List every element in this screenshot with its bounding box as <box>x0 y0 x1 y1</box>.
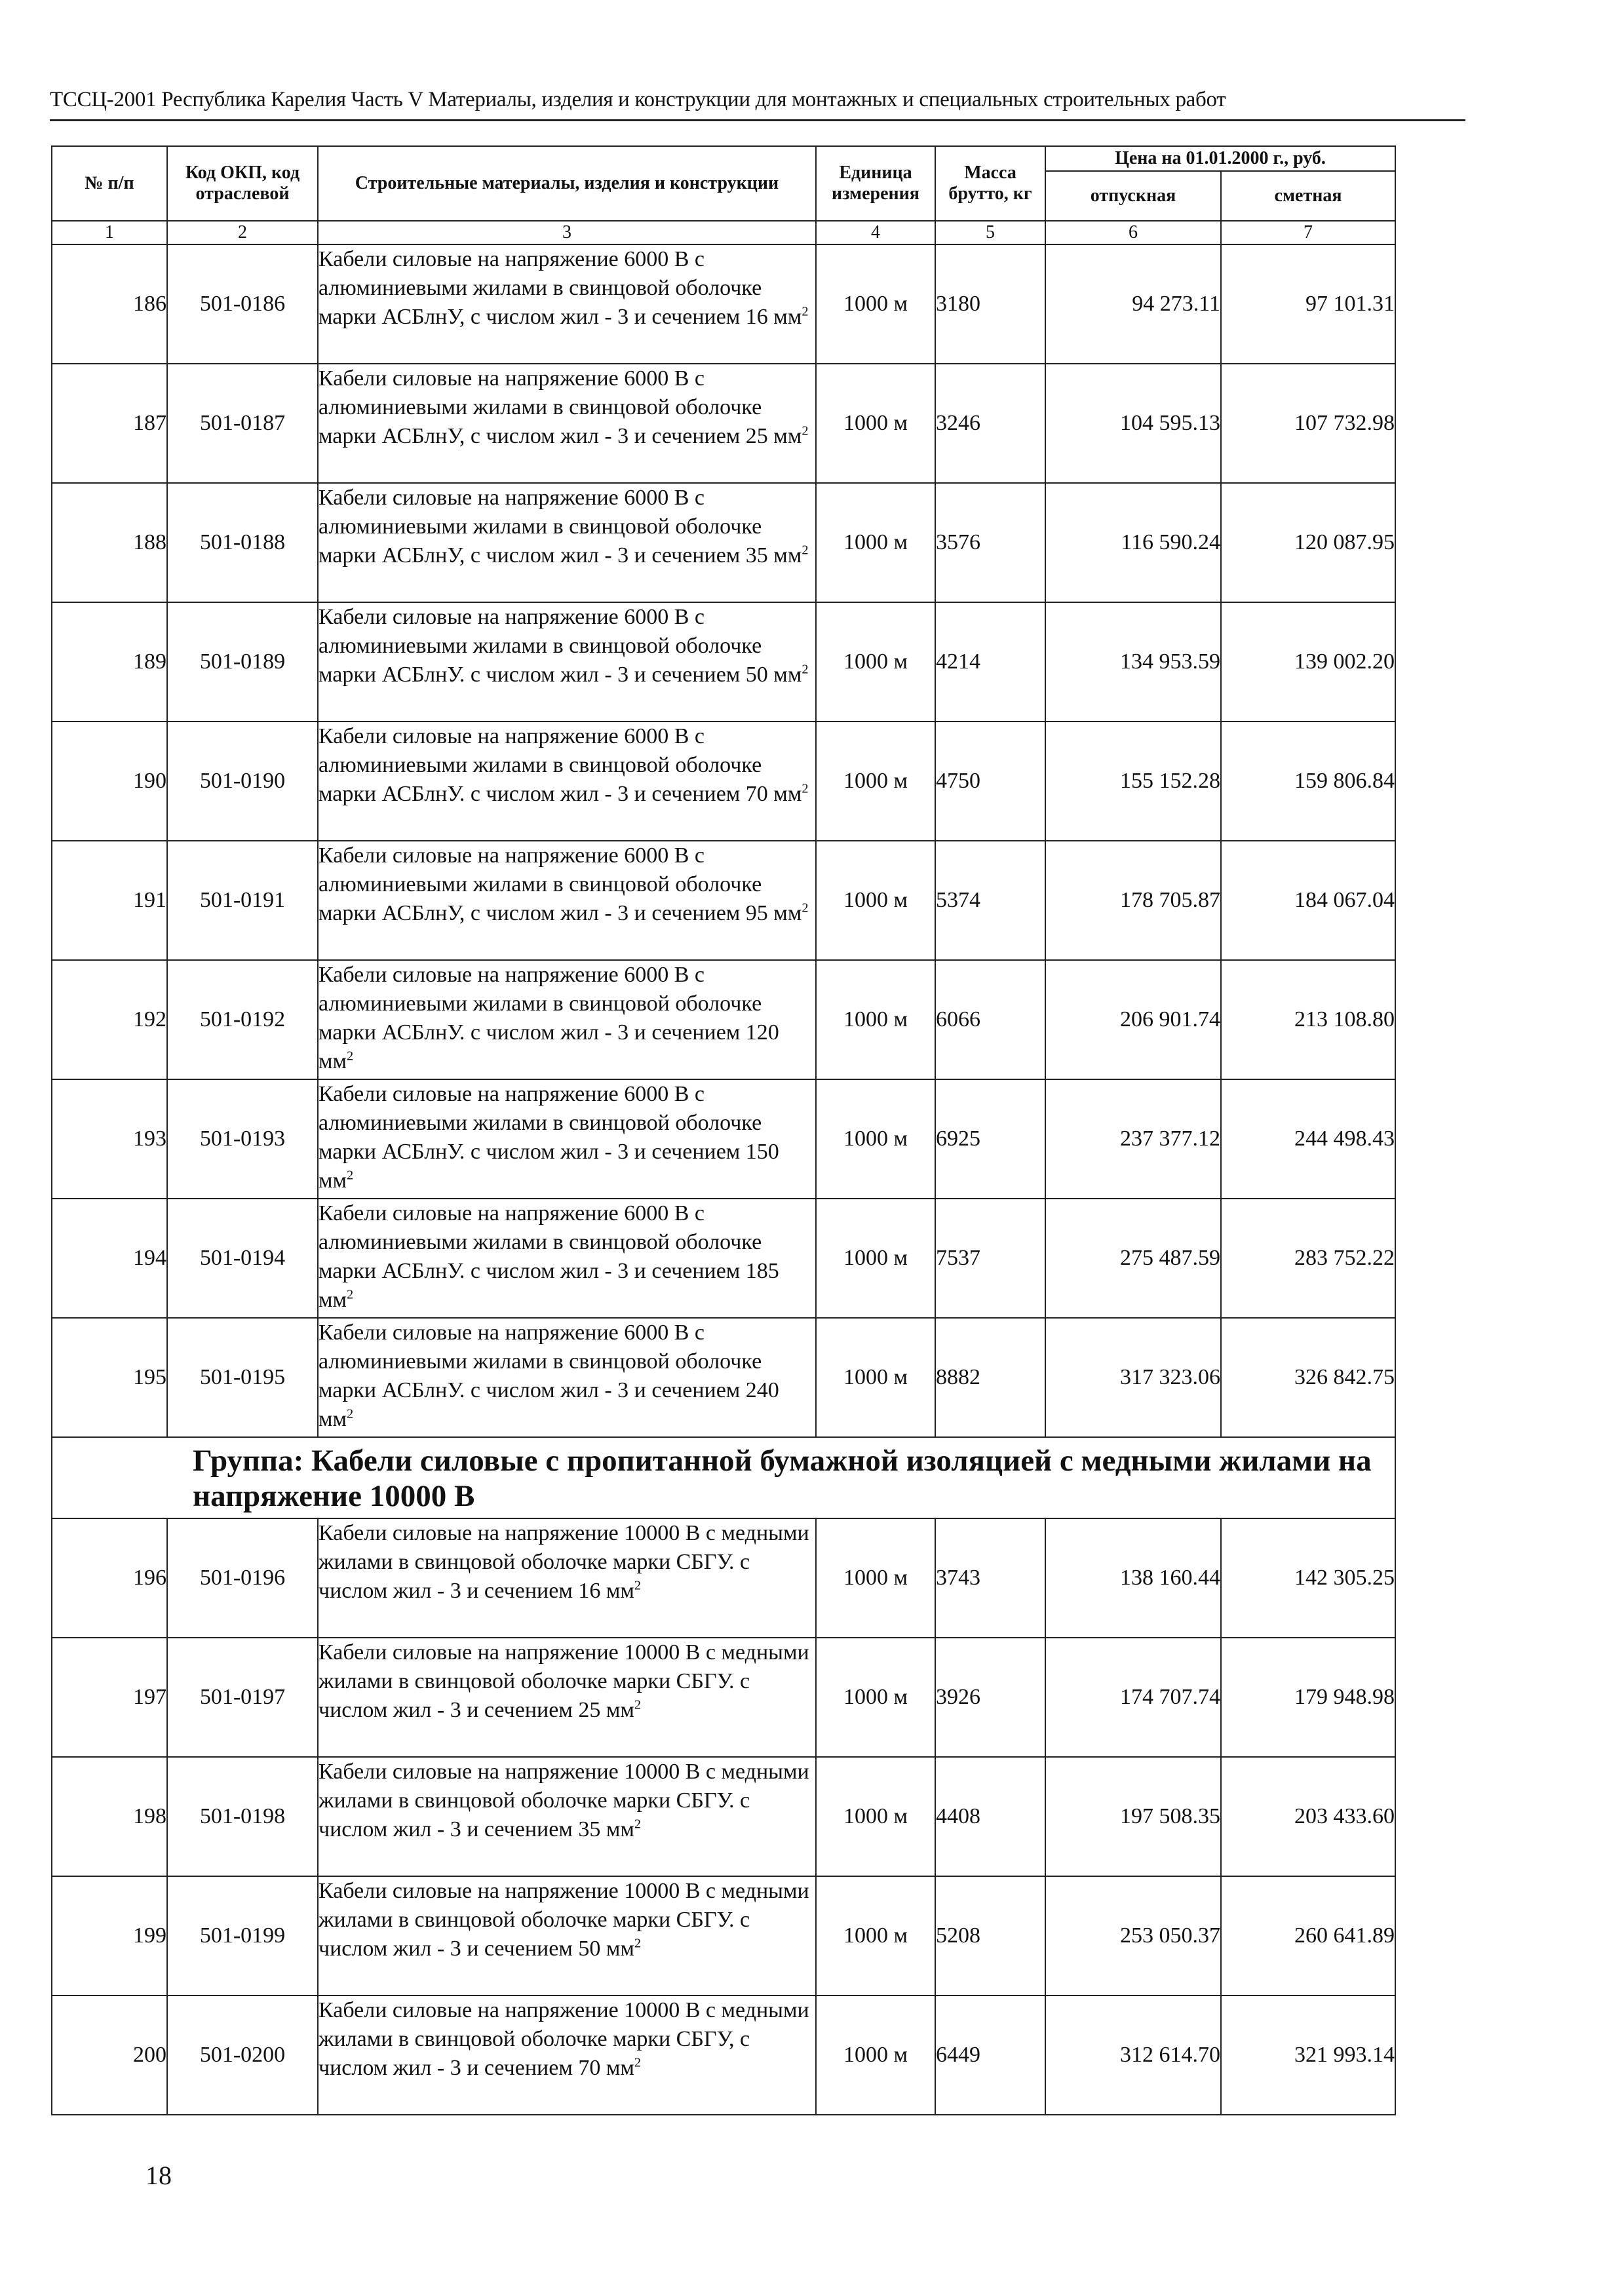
superscript-exponent: 2 <box>634 1936 642 1951</box>
material-description <box>318 1199 816 1318</box>
row-number: 191 <box>52 841 167 960</box>
table-row <box>52 364 1395 483</box>
gross-mass: 4214 <box>935 602 1045 722</box>
okp-code: 501-0193 <box>167 1079 318 1199</box>
superscript-exponent: 2 <box>634 1817 642 1832</box>
material-description <box>318 1638 816 1757</box>
unit-of-measure: 1000 м <box>816 1995 935 2115</box>
header-price-release: отпускная <box>1045 171 1221 221</box>
material-description <box>318 960 816 1079</box>
price-estimate: 139 002.20 <box>1221 602 1395 722</box>
price-release: 155 152.28 <box>1045 722 1221 841</box>
description-text: Кабели силовые на напряжение 6000 В с алюминиевыми жилами в свинцовой оболочке марки АСБлнУ, с числом жил - 3 и сечением 16 мм <box>319 247 802 329</box>
header-mass: Масса брутто, кг <box>935 146 1045 221</box>
unit-of-measure: 1000 м <box>816 483 935 602</box>
price-estimate: 184 067.04 <box>1221 841 1395 960</box>
row-number: 189 <box>52 602 167 722</box>
header-materials: Строительные материалы, изделия и конструкции <box>318 146 816 221</box>
row-number: 192 <box>52 960 167 1079</box>
okp-code: 501-0188 <box>167 483 318 602</box>
price-release: 178 705.87 <box>1045 841 1221 960</box>
row-number: 190 <box>52 722 167 841</box>
unit-of-measure: 1000 м <box>816 1757 935 1876</box>
header-price-group: Цена на 01.01.2000 г., руб. <box>1045 146 1395 171</box>
table-row <box>52 1757 1395 1876</box>
superscript-exponent: 2 <box>634 1697 642 1712</box>
price-release: 116 590.24 <box>1045 483 1221 602</box>
description-text: Кабели силовые на напряжение 10000 В с медными жилами в свинцовой оболочке марки СБГУ. с числом жил - 3 и сечением 16 мм <box>319 1521 809 1603</box>
description-text: Кабели силовые на напряжение 6000 В с алюминиевыми жилами в свинцовой оболочке марки АСБлнУ. с числом жил - 3 и сечением 185 мм <box>319 1201 779 1312</box>
price-release: 138 160.44 <box>1045 1518 1221 1638</box>
material-description <box>318 483 816 602</box>
description-text: Кабели силовые на напряжение 6000 В с алюминиевыми жилами в свинцовой оболочке марки АСБлнУ, с числом жил - 3 и сечением 35 мм <box>319 486 802 568</box>
price-release: 134 953.59 <box>1045 602 1221 722</box>
column-number-row <box>52 221 1395 244</box>
price-estimate: 142 305.25 <box>1221 1518 1395 1638</box>
gross-mass: 3743 <box>935 1518 1045 1638</box>
column-number: 2 <box>167 221 318 244</box>
price-estimate: 244 498.43 <box>1221 1079 1395 1199</box>
description-text: Кабели силовые на напряжение 10000 В с медными жилами в свинцовой оболочке марки СБГУ. с числом жил - 3 и сечением 25 мм <box>319 1640 809 1722</box>
column-number: 4 <box>816 221 935 244</box>
price-release: 104 595.13 <box>1045 364 1221 483</box>
table-row <box>52 1199 1395 1318</box>
okp-code: 501-0187 <box>167 364 318 483</box>
okp-code: 501-0191 <box>167 841 318 960</box>
price-release: 197 508.35 <box>1045 1757 1221 1876</box>
row-number: 188 <box>52 483 167 602</box>
column-number: 1 <box>52 221 167 244</box>
material-description <box>318 1757 816 1876</box>
table-row <box>52 1518 1395 1638</box>
gross-mass: 6449 <box>935 1995 1045 2115</box>
row-number: 196 <box>52 1518 167 1638</box>
gross-mass: 3576 <box>935 483 1045 602</box>
table-row <box>52 722 1395 841</box>
gross-mass: 7537 <box>935 1199 1045 1318</box>
price-estimate: 179 948.98 <box>1221 1638 1395 1757</box>
group-section <box>52 1437 1395 1518</box>
description-text: Кабели силовые на напряжение 6000 В с алюминиевыми жилами в свинцовой оболочке марки АСБлнУ. с числом жил - 3 и сечением 70 мм <box>319 724 802 806</box>
material-description <box>318 722 816 841</box>
price-release: 174 707.74 <box>1045 1638 1221 1757</box>
column-number: 5 <box>935 221 1045 244</box>
row-number: 200 <box>52 1995 167 2115</box>
table-row <box>52 1995 1395 2115</box>
superscript-exponent: 2 <box>347 1287 354 1302</box>
okp-code: 501-0189 <box>167 602 318 722</box>
price-estimate: 321 993.14 <box>1221 1995 1395 2115</box>
table-body-a <box>52 244 1395 1437</box>
superscript-exponent: 2 <box>802 900 809 915</box>
superscript-exponent: 2 <box>802 423 809 438</box>
price-release: 312 614.70 <box>1045 1995 1221 2115</box>
unit-of-measure: 1000 м <box>816 1199 935 1318</box>
gross-mass: 3926 <box>935 1638 1045 1757</box>
price-estimate: 326 842.75 <box>1221 1318 1395 1437</box>
gross-mass: 3180 <box>935 244 1045 364</box>
price-estimate: 260 641.89 <box>1221 1876 1395 1995</box>
price-release: 206 901.74 <box>1045 960 1221 1079</box>
price-estimate: 159 806.84 <box>1221 722 1395 841</box>
price-estimate: 283 752.22 <box>1221 1199 1395 1318</box>
header-num: № п/п <box>52 146 167 221</box>
table-row <box>52 602 1395 722</box>
price-release: 275 487.59 <box>1045 1199 1221 1318</box>
description-text: Кабели силовые на напряжение 6000 В с алюминиевыми жилами в свинцовой оболочке марки АСБлнУ. с числом жил - 3 и сечением 50 мм <box>319 605 802 687</box>
table-row <box>52 483 1395 602</box>
material-description <box>318 1518 816 1638</box>
row-number: 186 <box>52 244 167 364</box>
okp-code: 501-0195 <box>167 1318 318 1437</box>
material-description <box>318 1876 816 1995</box>
material-description <box>318 244 816 364</box>
unit-of-measure: 1000 м <box>816 722 935 841</box>
table-row <box>52 1638 1395 1757</box>
table-row <box>52 1079 1395 1199</box>
superscript-exponent: 2 <box>802 662 809 677</box>
page-number: 18 <box>145 2161 172 2190</box>
description-text: Кабели силовые на напряжение 10000 В с медными жилами в свинцовой оболочке марки СБГУ. с числом жил - 3 и сечением 50 мм <box>319 1879 809 1961</box>
okp-code: 501-0186 <box>167 244 318 364</box>
gross-mass: 6066 <box>935 960 1045 1079</box>
description-text: Кабели силовые на напряжение 6000 В с алюминиевыми жилами в свинцовой оболочке марки АСБлнУ, с числом жил - 3 и сечением 95 мм <box>319 843 802 925</box>
column-number: 7 <box>1221 221 1395 244</box>
material-description <box>318 602 816 722</box>
okp-code: 501-0197 <box>167 1638 318 1757</box>
column-number: 6 <box>1045 221 1221 244</box>
row-number: 199 <box>52 1876 167 1995</box>
material-description <box>318 1318 816 1437</box>
table-row <box>52 841 1395 960</box>
unit-of-measure: 1000 м <box>816 1318 935 1437</box>
header-unit: Единица измерения <box>816 146 935 221</box>
unit-of-measure: 1000 м <box>816 841 935 960</box>
gross-mass: 5374 <box>935 841 1045 960</box>
price-estimate: 107 732.98 <box>1221 364 1395 483</box>
unit-of-measure: 1000 м <box>816 1876 935 1995</box>
header-divider <box>50 119 1465 121</box>
okp-code: 501-0198 <box>167 1757 318 1876</box>
description-text: Кабели силовые на напряжение 10000 В с медными жилами в свинцовой оболочке марки СБГУ, с числом жил - 3 и сечением 70 мм <box>319 1998 809 2080</box>
superscript-exponent: 2 <box>802 543 809 558</box>
description-text: Кабели силовые на напряжение 6000 В с алюминиевыми жилами в свинцовой оболочке марки АСБлнУ. с числом жил - 3 и сечением 150 мм <box>319 1082 779 1193</box>
material-description <box>318 1995 816 2115</box>
unit-of-measure: 1000 м <box>816 602 935 722</box>
row-number: 193 <box>52 1079 167 1199</box>
group-title: Группа: Кабели силовые с пропитанной бумажной изоляцией с медными жилами на напряжение 10000 В <box>52 1437 1395 1518</box>
price-estimate: 120 087.95 <box>1221 483 1395 602</box>
material-description <box>318 841 816 960</box>
material-description <box>318 364 816 483</box>
unit-of-measure: 1000 м <box>816 364 935 483</box>
superscript-exponent: 2 <box>802 304 809 319</box>
row-number: 187 <box>52 364 167 483</box>
okp-code: 501-0192 <box>167 960 318 1079</box>
gross-mass: 4408 <box>935 1757 1045 1876</box>
price-estimate: 203 433.60 <box>1221 1757 1395 1876</box>
price-table <box>51 145 1396 2115</box>
row-number: 195 <box>52 1318 167 1437</box>
okp-code: 501-0194 <box>167 1199 318 1318</box>
description-text: Кабели силовые на напряжение 10000 В с медными жилами в свинцовой оболочке марки СБГУ. с числом жил - 3 и сечением 35 мм <box>319 1760 809 1841</box>
unit-of-measure: 1000 м <box>816 244 935 364</box>
table-header <box>52 146 1395 244</box>
description-text: Кабели силовые на напряжение 6000 В с алюминиевыми жилами в свинцовой оболочке марки АСБлнУ. с числом жил - 3 и сечением 120 мм <box>319 963 779 1073</box>
superscript-exponent: 2 <box>347 1406 354 1421</box>
superscript-exponent: 2 <box>347 1168 354 1183</box>
price-estimate: 213 108.80 <box>1221 960 1395 1079</box>
header-okp-code: Код ОКП, код отраслевой <box>167 146 318 221</box>
description-text: Кабели силовые на напряжение 6000 В с алюминиевыми жилами в свинцовой оболочке марки АСБлнУ. с числом жил - 3 и сечением 240 мм <box>319 1320 779 1431</box>
row-number: 197 <box>52 1638 167 1757</box>
page-header: ТССЦ-2001 Республика Карелия Часть V Материалы, изделия и конструкции для монтажных и специальных строительных работ <box>50 88 1226 111</box>
header-price-estimate: сметная <box>1221 171 1395 221</box>
price-estimate: 97 101.31 <box>1221 244 1395 364</box>
okp-code: 501-0190 <box>167 722 318 841</box>
okp-code: 501-0200 <box>167 1995 318 2115</box>
unit-of-measure: 1000 м <box>816 1638 935 1757</box>
unit-of-measure: 1000 м <box>816 1518 935 1638</box>
gross-mass: 8882 <box>935 1318 1045 1437</box>
price-release: 253 050.37 <box>1045 1876 1221 1995</box>
price-release: 237 377.12 <box>1045 1079 1221 1199</box>
unit-of-measure: 1000 м <box>816 1079 935 1199</box>
okp-code: 501-0199 <box>167 1876 318 1995</box>
price-release: 317 323.06 <box>1045 1318 1221 1437</box>
table-row <box>52 244 1395 364</box>
row-number: 194 <box>52 1199 167 1318</box>
gross-mass: 5208 <box>935 1876 1045 1995</box>
gross-mass: 4750 <box>935 722 1045 841</box>
table-row <box>52 1318 1395 1437</box>
gross-mass: 3246 <box>935 364 1045 483</box>
superscript-exponent: 2 <box>347 1049 354 1064</box>
price-release: 94 273.11 <box>1045 244 1221 364</box>
row-number: 198 <box>52 1757 167 1876</box>
group-row <box>52 1437 1395 1518</box>
gross-mass: 6925 <box>935 1079 1045 1199</box>
column-number: 3 <box>318 221 816 244</box>
table-body-b <box>52 1518 1395 2115</box>
material-description <box>318 1079 816 1199</box>
okp-code: 501-0196 <box>167 1518 318 1638</box>
description-text: Кабели силовые на напряжение 6000 В с алюминиевыми жилами в свинцовой оболочке марки АСБлнУ, с числом жил - 3 и сечением 25 мм <box>319 366 802 448</box>
table-row <box>52 960 1395 1079</box>
table-row <box>52 1876 1395 1995</box>
superscript-exponent: 2 <box>634 2055 642 2070</box>
superscript-exponent: 2 <box>634 1578 642 1593</box>
unit-of-measure: 1000 м <box>816 960 935 1079</box>
superscript-exponent: 2 <box>802 781 809 796</box>
